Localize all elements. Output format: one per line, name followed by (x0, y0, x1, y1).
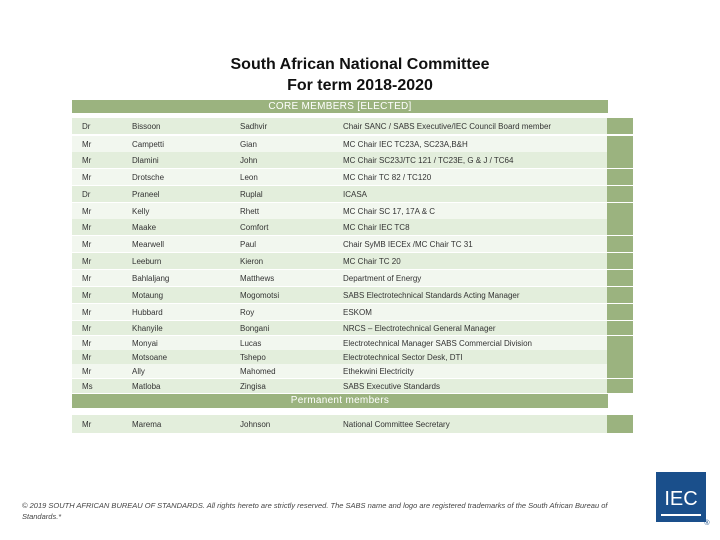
member-name: Gian (230, 136, 333, 152)
member-surname: Praneel (122, 186, 230, 202)
row-accent (607, 270, 633, 286)
member-role: Chair SANC / SABS Executive/IEC Council Board member (333, 118, 607, 134)
member-row (72, 219, 633, 235)
member-title: Mr (72, 203, 122, 219)
member-role: MC Chair TC 82 / TC120 (333, 169, 607, 185)
member-surname: Dlamini (122, 152, 230, 168)
row-accent (607, 236, 633, 252)
row-accent (607, 169, 633, 185)
member-row (72, 379, 633, 393)
member-name: Matthews (230, 270, 333, 286)
row-accent (607, 350, 633, 364)
member-surname: Marema (122, 415, 230, 433)
member-surname: Hubbard (122, 304, 230, 320)
row-accent (607, 364, 633, 378)
member-surname: Mearwell (122, 236, 230, 252)
page-title: South African National Committee (230, 56, 490, 73)
row-accent (607, 203, 633, 219)
member-title: Mr (72, 136, 122, 152)
member-row (72, 415, 633, 433)
member-name: Rhett (230, 203, 333, 219)
row-accent (607, 304, 633, 320)
member-surname: Drotsche (122, 169, 230, 185)
member-name: Paul (230, 236, 333, 252)
row-accent (607, 253, 633, 269)
member-title: Dr (72, 186, 122, 202)
member-name: Mahomed (230, 364, 333, 378)
member-title: Mr (72, 336, 122, 350)
member-role: MC Chair SC23J/TC 121 / TC23E, G & J / TC64 (333, 152, 607, 168)
member-title: Mr (72, 169, 122, 185)
member-surname: Ally (122, 364, 230, 378)
iec-logo (656, 472, 710, 526)
member-title: Mr (72, 304, 122, 320)
member-name: Tshepo (230, 350, 333, 364)
member-name: Roy (230, 304, 333, 320)
member-row (72, 203, 633, 219)
member-role: MC Chair TC 20 (333, 253, 607, 269)
member-title: Mr (72, 270, 122, 286)
iec-logo-text: IEC (664, 488, 698, 510)
member-row (72, 169, 633, 185)
member-name: Bongani (230, 321, 333, 335)
copyright-footer: © 2019 SOUTH AFRICAN BUREAU OF STANDARDS. All rights hereto are strictly reserved. The SABS name and logo are registered trademarks of the South African Bureau of Standards.* (22, 501, 608, 521)
member-role: MC Chair SC 17, 17A & C (333, 203, 607, 219)
member-name: John (230, 152, 333, 168)
member-surname: Campetti (122, 136, 230, 152)
member-surname: Motsoane (122, 350, 230, 364)
row-accent (607, 186, 633, 202)
member-role: ESKOM (333, 304, 607, 320)
member-name: Comfort (230, 219, 333, 235)
member-name: Leon (230, 169, 333, 185)
member-name: Kieron (230, 253, 333, 269)
member-title: Mr (72, 350, 122, 364)
member-row (72, 336, 633, 350)
member-title: Dr (72, 118, 122, 134)
row-accent (607, 379, 633, 393)
member-role: ICASA (333, 186, 607, 202)
member-title: Mr (72, 253, 122, 269)
row-accent (607, 415, 633, 433)
member-title: Mr (72, 415, 122, 433)
page-subtitle: For term 2018-2020 (287, 77, 433, 94)
member-row (72, 364, 633, 378)
member-title: Mr (72, 287, 122, 303)
member-row (72, 236, 633, 252)
member-name: Ruplal (230, 186, 333, 202)
member-row (72, 304, 633, 320)
row-accent (607, 287, 633, 303)
member-role: Chair SyMB IECEx /MC Chair TC 31 (333, 236, 607, 252)
member-name: Johnson (230, 415, 333, 433)
member-row (72, 287, 633, 303)
row-accent (607, 152, 633, 168)
member-name: Sadhvir (230, 118, 333, 134)
member-title: Mr (72, 152, 122, 168)
member-role: NRCS – Electrotechnical General Manager (333, 321, 607, 335)
member-title: Mr (72, 219, 122, 235)
member-surname: Kelly (122, 203, 230, 219)
member-role: Department of Energy (333, 270, 607, 286)
row-accent (607, 118, 633, 134)
member-role: Electrotechnical Manager SABS Commercial Division (333, 336, 607, 350)
row-accent (607, 219, 633, 235)
member-role: SABS Executive Standards (333, 379, 607, 393)
member-row (72, 152, 633, 168)
row-accent (607, 136, 633, 152)
row-accent (607, 321, 633, 335)
member-title: Mr (72, 236, 122, 252)
member-role: MC Chair IEC TC8 (333, 219, 607, 235)
member-surname: Matloba (122, 379, 230, 393)
member-role: Ethekwini Electricity (333, 364, 607, 378)
member-name: Mogomotsi (230, 287, 333, 303)
permanent-members-header: Permanent members (72, 394, 608, 408)
member-surname: Bissoon (122, 118, 230, 134)
registered-mark: ® (704, 520, 710, 526)
member-surname: Leeburn (122, 253, 230, 269)
row-accent (607, 336, 633, 350)
member-title: Ms (72, 379, 122, 393)
member-title: Mr (72, 321, 122, 335)
member-role: MC Chair IEC TC23A, SC23A,B&H (333, 136, 607, 152)
member-row (72, 118, 633, 134)
member-row (72, 321, 633, 335)
member-row (72, 350, 633, 364)
member-surname: Monyai (122, 336, 230, 350)
member-surname: Khanyile (122, 321, 230, 335)
member-role: SABS Electrotechnical Standards Acting Manager (333, 287, 607, 303)
member-role: National Committee Secretary (333, 415, 607, 433)
member-surname: Motaung (122, 287, 230, 303)
core-members-header: CORE MEMBERS [ELECTED] (72, 100, 608, 113)
member-row (72, 270, 633, 286)
member-row (72, 186, 633, 202)
member-row (72, 136, 633, 152)
member-role: Electrotechnical Sector Desk, DTI (333, 350, 607, 364)
member-name: Lucas (230, 336, 333, 350)
member-name: Zingisa (230, 379, 333, 393)
member-surname: Maake (122, 219, 230, 235)
member-title: Mr (72, 364, 122, 378)
member-surname: Bahlaljang (122, 270, 230, 286)
member-row (72, 253, 633, 269)
